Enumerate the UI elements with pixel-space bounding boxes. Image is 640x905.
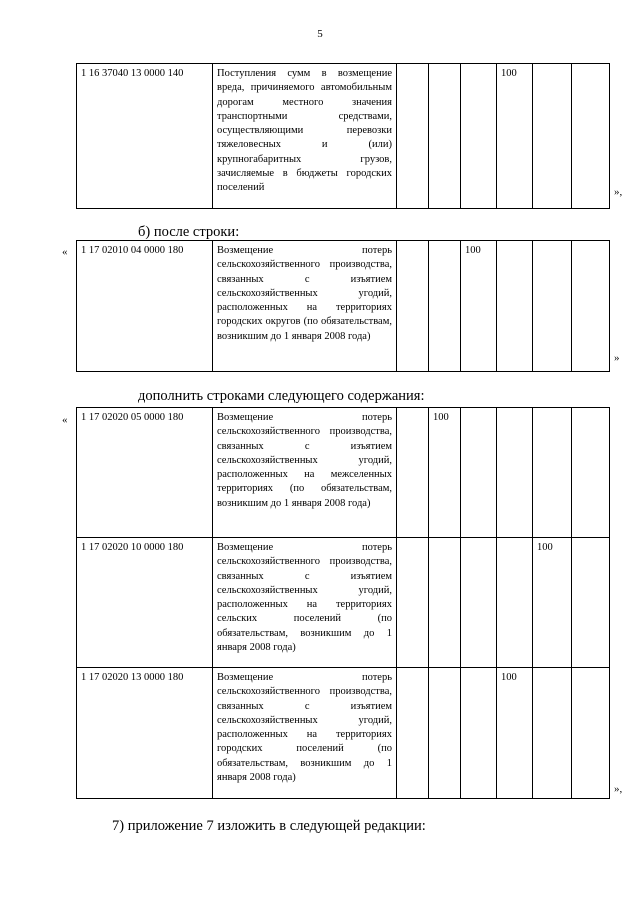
value-cell — [429, 241, 461, 372]
value-cell — [397, 408, 429, 538]
value-cell: 100 — [497, 668, 533, 799]
heading-after-row: б) после строки: — [138, 224, 240, 240]
value-cell — [533, 64, 572, 209]
value-cell — [572, 538, 610, 668]
value-cell — [572, 668, 610, 799]
code-cell: 1 17 02020 10 0000 180 — [77, 538, 213, 668]
description-cell: Поступления сумм в возмещение вреда, причиняемого автомобильным дорогам местного значения транспортными средствами, осуществляющими перевозки тяжеловесных и (или) крупногабаритных грузов, зачисляемые в бюджеты городских поселений — [213, 64, 397, 209]
description-cell: Возмещение потерь сельскохозяйственного производства, связанных с изъятием сельскохозяйственных угодий, расположенных на территориях сельских поселений (по обязательствам, возникшим до 1 января 2008 года) — [213, 538, 397, 668]
value-cell — [572, 241, 610, 372]
table-row — [77, 538, 610, 668]
value-cell — [429, 64, 461, 209]
code-cell: 1 17 02020 13 0000 180 — [77, 668, 213, 799]
value-cell — [397, 538, 429, 668]
value-cell — [533, 408, 572, 538]
value-cell — [461, 64, 497, 209]
value-cell — [461, 408, 497, 538]
code-cell: 1 17 02010 04 0000 180 — [77, 241, 213, 372]
value-cell — [533, 241, 572, 372]
closing-quote-mark: », — [614, 783, 623, 795]
item-7-instruction: 7) приложение 7 изложить в следующей редакции: — [112, 818, 426, 834]
value-cell — [429, 538, 461, 668]
value-cell — [497, 241, 533, 372]
closing-quote-mark: » — [614, 352, 620, 364]
value-cell: 100 — [497, 64, 533, 209]
table-row — [77, 241, 610, 372]
value-cell — [397, 241, 429, 372]
value-cell — [461, 668, 497, 799]
opening-quote-mark: « — [62, 246, 68, 258]
description-cell: Возмещение потерь сельскохозяйственного производства, связанных с изъятием сельскохозяйственных угодий, расположенных на территориях городских поселений (по обязательствам, возникшим до 1 января 2008 года) — [213, 668, 397, 799]
value-cell — [397, 64, 429, 209]
value-cell — [497, 538, 533, 668]
table-row — [77, 668, 610, 799]
opening-quote-mark: « — [62, 414, 68, 426]
page-number: 5 — [317, 28, 323, 40]
value-cell: 100 — [461, 241, 497, 372]
value-cell — [497, 408, 533, 538]
amendment-table-3 — [76, 407, 610, 799]
value-cell — [397, 668, 429, 799]
amendment-table-2 — [76, 240, 610, 372]
description-cell: Возмещение потерь сельскохозяйственного производства, связанных с изъятием сельскохозяйственных угодий, расположенных на территориях городских округов (по обязательствам, возникшим до 1 января 2008 года) — [213, 241, 397, 372]
value-cell — [461, 538, 497, 668]
heading-supplement: дополнить строками следующего содержания: — [138, 388, 425, 404]
value-cell: 100 — [429, 408, 461, 538]
code-cell: 1 16 37040 13 0000 140 — [77, 64, 213, 209]
amendment-table-1 — [76, 63, 610, 209]
value-cell: 100 — [533, 538, 572, 668]
description-cell: Возмещение потерь сельскохозяйственного производства, связанных с изъятием сельскохозяйственных угодий, расположенных на межселенных территориях (по обязательствам, возникшим до 1 января 2008 года) — [213, 408, 397, 538]
value-cell — [429, 668, 461, 799]
table-row — [77, 64, 610, 209]
table-row — [77, 408, 610, 538]
value-cell — [572, 408, 610, 538]
closing-quote-mark: », — [614, 186, 623, 198]
value-cell — [572, 64, 610, 209]
code-cell: 1 17 02020 05 0000 180 — [77, 408, 213, 538]
value-cell — [533, 668, 572, 799]
